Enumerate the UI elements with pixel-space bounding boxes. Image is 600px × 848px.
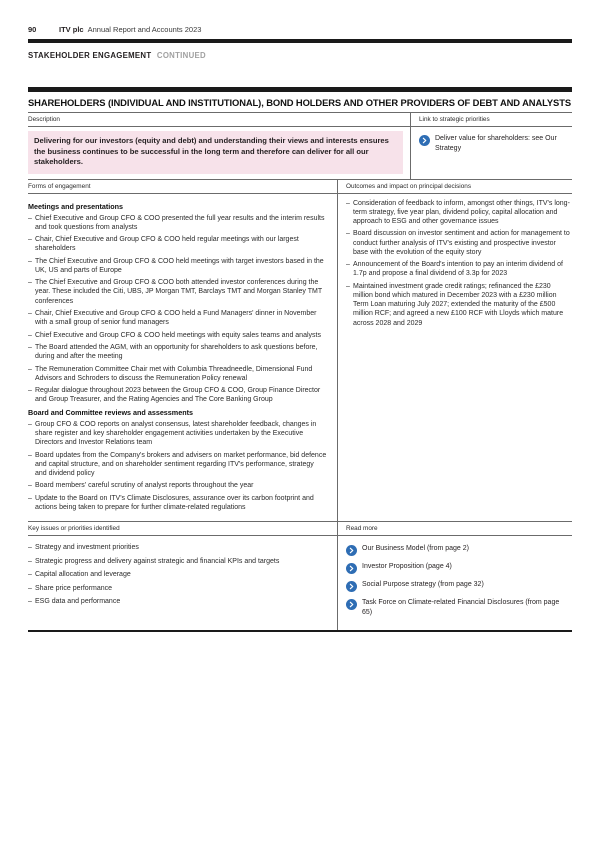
bullet-item: – Regular dialogue throughout 2023 between the Group CFO & COO, Group Finance Director and Group Treasurer, and the Rating Agencies and The Core Banking Group — [28, 386, 327, 404]
report-title: Annual Report and Accounts 2023 — [87, 25, 202, 34]
read-more-link-label: Investor Proposition (page 4) — [362, 563, 452, 571]
outcomes-bullet-list — [346, 199, 570, 328]
description-label-row — [28, 113, 572, 127]
chevron-right-circle-icon — [346, 545, 357, 556]
forms-of-engagement-label: Forms of engagement — [28, 182, 91, 190]
chevron-right-circle-icon — [346, 581, 357, 592]
page-number: 90 — [28, 25, 37, 34]
description-highlight-box: Delivering for our investors (equity and debt) and understanding their views and interests ensures the business continues to be successful in the long term and therefore can deliver for all our stakeholders. — [28, 131, 403, 174]
bullet-item: – Chief Executive and Group CFO & COO held meetings with equity sales teams and analysts — [28, 331, 327, 340]
bullet-item: – Chair, Chief Executive and Group CFO & COO held regular meetings with our largest shareholders — [28, 235, 327, 253]
section-label: STAKEHOLDER ENGAGEMENT — [28, 51, 152, 60]
key-issues-content-row — [28, 536, 572, 632]
read-more-link-label: Task Force on Climate-related Financial Disclosures (from page 65) — [362, 599, 560, 616]
bullet-item: – Strategic progress and delivery against strategic and financial KPIs and targets — [28, 557, 327, 566]
meetings-heading: Meetings and presentations — [28, 201, 124, 211]
section-continued-label: CONTINUED — [156, 51, 206, 60]
bullet-item: – Update to the Board on ITV's Climate Disclosures, assurance over its carbon footprint and actions being taken to prepare for further climate-related regulations — [28, 494, 327, 512]
brand-name: ITV plc — [59, 25, 84, 34]
chevron-right-circle-icon — [419, 135, 430, 146]
engagement-label-row — [28, 179, 572, 194]
bullet-item: – Chief Executive and Group CFO & COO presented the full year results and the interim results and took questions from analysts — [28, 214, 327, 232]
header-rule — [28, 39, 572, 43]
read-more-link-social-purpose[interactable] — [346, 580, 570, 592]
section-heading — [28, 51, 572, 60]
bullet-item: – Consideration of feedback to inform, amongst other things, ITV's long-term strategy, five year plan, dividend policy, capital allocation and approach to ESG and other governance issues — [346, 199, 570, 227]
outcomes-cell — [337, 194, 572, 522]
engagement-content-row — [28, 194, 572, 522]
stakeholder-table — [28, 112, 572, 632]
board-reviews-bullet-list — [28, 420, 327, 512]
description-row — [28, 127, 572, 179]
bullet-item: – Board discussion on investor sentiment and action for management to conduct further analysis of ITV's existing and prospective investor base with the evolution of the equity story — [346, 229, 570, 257]
bullet-item: – Board members' careful scrutiny of analyst reports throughout the year — [28, 481, 327, 490]
strategic-priority-link[interactable] — [419, 134, 570, 153]
read-more-link-label: Our Business Model (from page 2) — [362, 545, 469, 553]
bullet-item: – The Remuneration Committee Chair met with Columbia Threadneedle, Dimensional Fund Advisors and Schroders to discuss the Remuneration Policy renewal — [28, 365, 327, 383]
read-more-link-business-model[interactable] — [346, 544, 570, 556]
read-more-link-label: Social Purpose strategy (from page 32) — [362, 581, 484, 589]
key-issues-bullet-list — [28, 543, 327, 606]
meetings-bullet-list — [28, 214, 327, 405]
key-issues-label: Key issues or priorities identified — [28, 525, 120, 533]
key-issues-cell — [28, 536, 337, 630]
bullet-item: – Group CFO & COO reports on analyst consensus, latest shareholder feedback, changes in share register and key shareholder engagement activities undertaken by the Executive Directors and Investor Relations team — [28, 420, 327, 448]
key-issues-label-row — [28, 521, 572, 536]
description-cell — [28, 127, 410, 179]
forms-of-engagement-cell — [28, 194, 337, 522]
strategic-priority-label: Deliver value for shareholders: see Our Strategy — [435, 135, 557, 152]
read-more-link-tcfd[interactable] — [346, 598, 570, 617]
bullet-item: – Chair, Chief Executive and Group CFO & COO held a Fund Managers' dinner in November with a small group of senior fund managers — [28, 309, 327, 327]
strategic-priorities-cell — [410, 127, 572, 179]
bullet-item: – Capital allocation and leverage — [28, 570, 327, 579]
bullet-item: – The Chief Executive and Group CFO & COO held meetings with target investors based in the UK, US and parts of Europe — [28, 257, 327, 275]
chevron-right-circle-icon — [346, 563, 357, 574]
read-more-label: Read more — [337, 522, 572, 535]
bullet-item: – Strategy and investment priorities — [28, 543, 327, 552]
read-more-cell — [337, 536, 572, 630]
strategic-priorities-column-label: Link to strategic priorities — [410, 113, 572, 126]
outcomes-label: Outcomes and impact on principal decisions — [337, 180, 572, 193]
bullet-item: – Board updates from the Company's brokers and advisers on market performance, bid defence and capital structure, and on shareholder sentiment regarding ITV's performance, strategy and dividend policy — [28, 451, 327, 479]
block-title: SHAREHOLDERS (INDIVIDUAL AND INSTITUTIONAL), BOND HOLDERS AND OTHER PROVIDERS OF DEBT AND ANALYSTS — [28, 97, 571, 108]
bullet-item: – Maintained investment grade credit ratings; refinanced the £230 million bond which matured in December 2023 with a £230 million Term Loan maturing July 2027; extended the maturity of the £500 million RCF; and agreed a new £100 RCF with Lloyds which mature across 2028 and 2029 — [346, 282, 570, 328]
bullet-item: – ESG data and performance — [28, 597, 327, 606]
bullet-item: – The Board attended the AGM, with an opportunity for shareholders to ask questions before, during and after the meeting — [28, 343, 327, 361]
running-header — [28, 0, 572, 34]
board-reviews-heading: Board and Committee reviews and assessments — [28, 407, 193, 417]
bullet-item: – Share price performance — [28, 584, 327, 593]
bullet-item: – The Chief Executive and Group CFO & COO both attended investor conferences during the year. These included the Citi, UBS, JP Morgan TMT, Barclays TMT and Morgan Stanley TMT conferences — [28, 278, 327, 306]
description-column-label: Description — [28, 116, 60, 123]
chevron-right-circle-icon — [346, 599, 357, 610]
bullet-item: – Announcement of the Board's intention to pay an interim dividend of 1.7p and propose a final dividend of 3.3p for 2023 — [346, 260, 570, 278]
read-more-link-investor-proposition[interactable] — [346, 562, 570, 574]
